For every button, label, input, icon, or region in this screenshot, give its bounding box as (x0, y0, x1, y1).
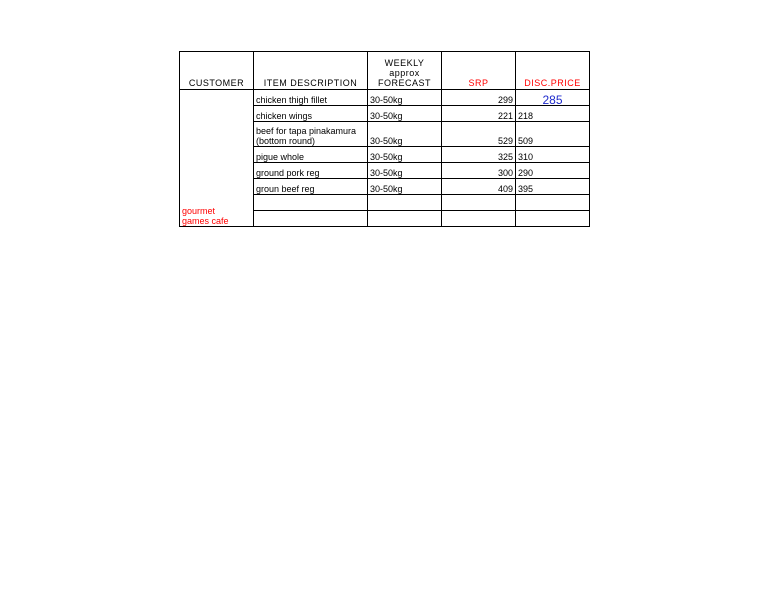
header-disc-price: DISC.PRICE (516, 52, 590, 90)
header-customer: CUSTOMER (180, 52, 254, 90)
srp-cell: 409 (442, 179, 516, 195)
srp-cell: 529 (442, 122, 516, 147)
customer-cell (180, 90, 254, 227)
forecast-cell: 30-50kg (368, 90, 442, 106)
header-forecast (368, 52, 442, 90)
empty-cell (254, 211, 368, 227)
empty-cell (368, 211, 442, 227)
srp-cell: 221 (442, 106, 516, 122)
forecast-cell: 30-50kg (368, 122, 442, 147)
empty-cell (442, 195, 516, 211)
disc-price-cell: 218 (516, 106, 590, 122)
forecast-cell: 30-50kg (368, 106, 442, 122)
item-cell: beef for tapa pinakamura (bottom round) (254, 122, 368, 147)
header-srp: SRP (442, 52, 516, 90)
customer-name-line2: games cafe (182, 216, 229, 226)
customer-name-line1: gourmet (182, 206, 216, 216)
forecast-cell: 30-50kg (368, 163, 442, 179)
forecast-cell: 30-50kg (368, 179, 442, 195)
header-item-description: ITEM DESCRIPTION (254, 52, 368, 90)
header-forecast-line1: WEEKLY (384, 58, 425, 68)
empty-cell (368, 195, 442, 211)
srp-cell: 299 (442, 90, 516, 106)
disc-price-cell: 285 (516, 90, 590, 106)
item-cell: groun beef reg (254, 179, 368, 195)
price-table (179, 51, 590, 227)
item-cell: pigue whole (254, 147, 368, 163)
disc-price-cell: 509 (516, 122, 590, 147)
empty-cell (254, 195, 368, 211)
header-forecast-line2: approx (389, 68, 420, 78)
table-row (180, 90, 590, 106)
empty-cell (516, 195, 590, 211)
disc-price-cell: 310 (516, 147, 590, 163)
forecast-cell: 30-50kg (368, 147, 442, 163)
srp-cell: 325 (442, 147, 516, 163)
header-row (180, 52, 590, 90)
empty-cell (442, 211, 516, 227)
empty-cell (516, 211, 590, 227)
disc-price-cell: 290 (516, 163, 590, 179)
disc-price-cell: 395 (516, 179, 590, 195)
item-cell: chicken wings (254, 106, 368, 122)
item-cell: ground pork reg (254, 163, 368, 179)
header-forecast-line3: FORECAST (377, 78, 431, 88)
item-cell: chicken thigh fillet (254, 90, 368, 106)
srp-cell: 300 (442, 163, 516, 179)
